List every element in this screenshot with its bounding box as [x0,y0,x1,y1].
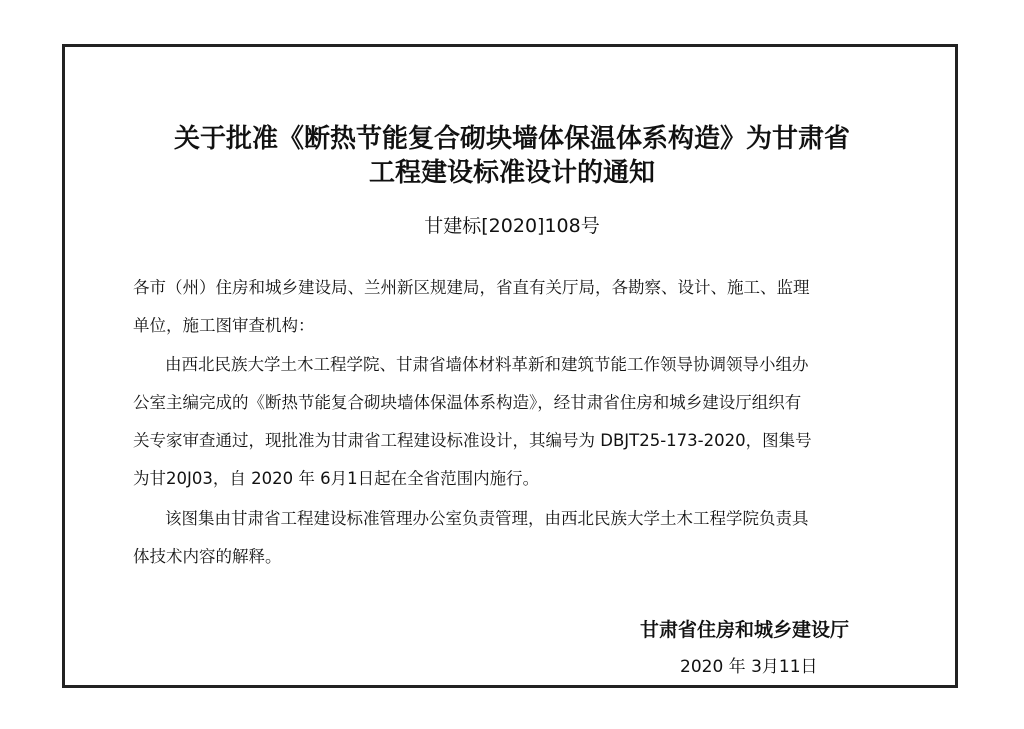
body-line-4: 为甘20J03，自 2020 年 6月1日起在全省范围内施行。 [133,469,540,488]
issuer-signature: 甘肃省住房和城乡建设厅 [640,619,850,641]
body-line-3: 关专家审查通过，现批准为甘肃省工程建设标准设计，其编号为 DBJT25-173-2020，图集号 [133,431,812,450]
body-line-2: 公室主编完成的《断热节能复合砌块墙体保温体系构造》，经甘肃省住房和城乡建设厅组织有 [133,393,802,412]
notice-title-line1: 关于批准《断热节能复合砌块墙体保温体系构造》为甘肃省 [173,124,850,154]
addressee-line-2: 单位，施工图审查机构： [133,316,315,335]
notice-title-line2: 工程建设标准设计的通知 [368,158,655,188]
addressee-line-1: 各市（州）住房和城乡建设局、兰州新区规建局，省直有关厅局，各勘察、设计、施工、监理 [133,278,810,297]
body-line-6: 体技术内容的解释。 [133,547,282,566]
body-line-5: 该图集由甘肃省工程建设标准管理办公室负责管理，由西北民族大学土木工程学院负责具 [165,509,809,528]
issue-date: 2020 年 3月11日 [680,657,818,677]
document-number: 甘建标[2020]108号 [424,215,600,237]
body-line-1: 由西北民族大学土木工程学院、甘肃省墙体材料革新和建筑节能工作领导协调领导小组办 [165,355,809,374]
